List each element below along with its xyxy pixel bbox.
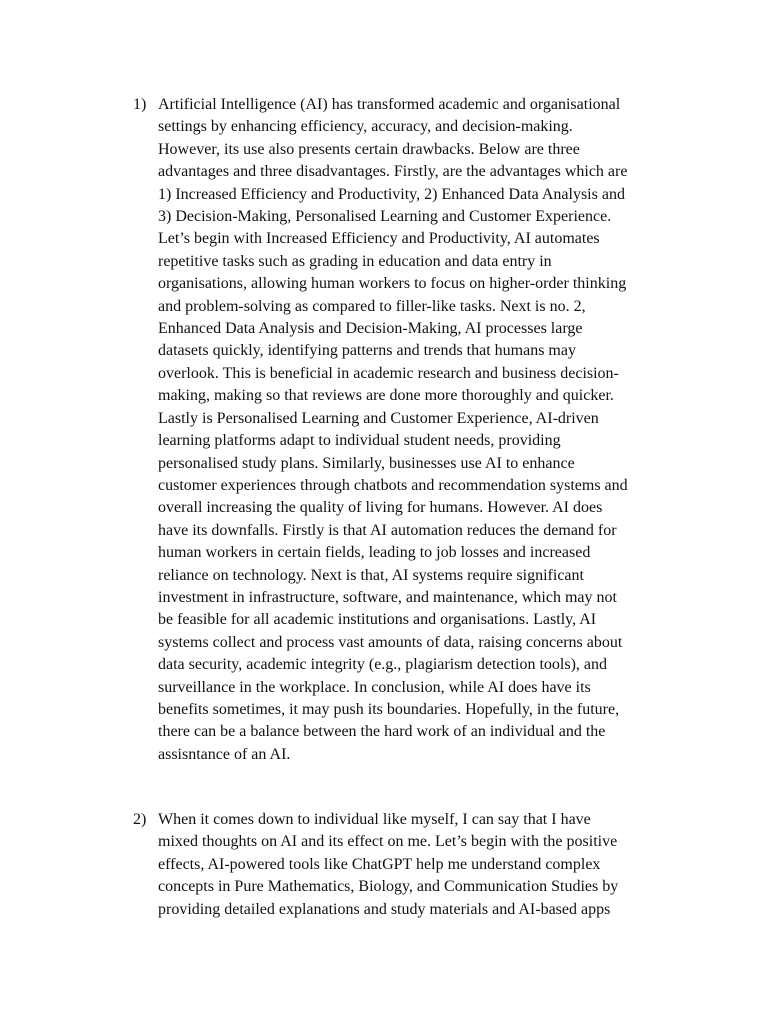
list-item-paragraph: When it comes down to individual like myself, I can say that I have mixed thoughts on AI and its effect on me. Let’s begin with the positive effects, AI-powered tools like ChatGPT help me understand complex concepts in Pure Mathematics, Biology, and Communication Studies by providing detailed explanations and study materials and AI-based apps xyxy=(158,811,619,918)
list-item xyxy=(133,94,693,766)
list-item-paragraph: Artificial Intelligence (AI) has transformed academic and organisational settings by enhancing efficiency, accuracy, and decision-making. However, its use also presents certain drawbacks. Below are three advantages and three disadvantages. Firstly, are the advantages which are 1) Increased Efficiency and Productivity, 2) Enhanced Data Analysis and 3) Decision-Making, Personalised Learning and Customer Experience. Let’s begin with Increased Efficiency and Productivity, AI automates repetitive tasks such as grading in education and data entry in organisations, allowing human workers to focus on higher-order thinking and problem-solving as compared to filler-like tasks. Next is no. 2, Enhanced Data Analysis and Decision-Making, AI processes large datasets quickly, identifying patterns and trends that humans may overlook. This is beneficial in academic research and business decision- making, making so that reviews are done more thoroughly and quicker. Lastly is Personalised Learning and Customer Experience, AI-driven learning platforms adapt to individual student needs, providing personalised study plans. Similarly, businesses use AI to enhance customer experiences through chatbots and recommendation systems and overall increasing the quality of living for humans. However. AI does have its downfalls. Firstly is that AI automation reduces the demand for human workers in certain fields, leading to job losses and increased reliance on technology. Next is that, AI systems require significant investment in infrastructure, software, and maintenance, which may not be feasible for all academic institutions and organisations. Lastly, AI systems collect and process vast amounts of data, raising concerns about data security, academic integrity (e.g., plagiarism detection tools), and surveillance in the workplace. In conclusion, while AI does have its benefits sometimes, it may push its boundaries. Hopefully, in the future, there can be a balance between the hard work of an individual and the assisntance of an AI. xyxy=(158,96,628,763)
list-item-number: 1) xyxy=(133,96,147,113)
list-item-number: 2) xyxy=(133,811,147,828)
list-item xyxy=(133,809,693,921)
